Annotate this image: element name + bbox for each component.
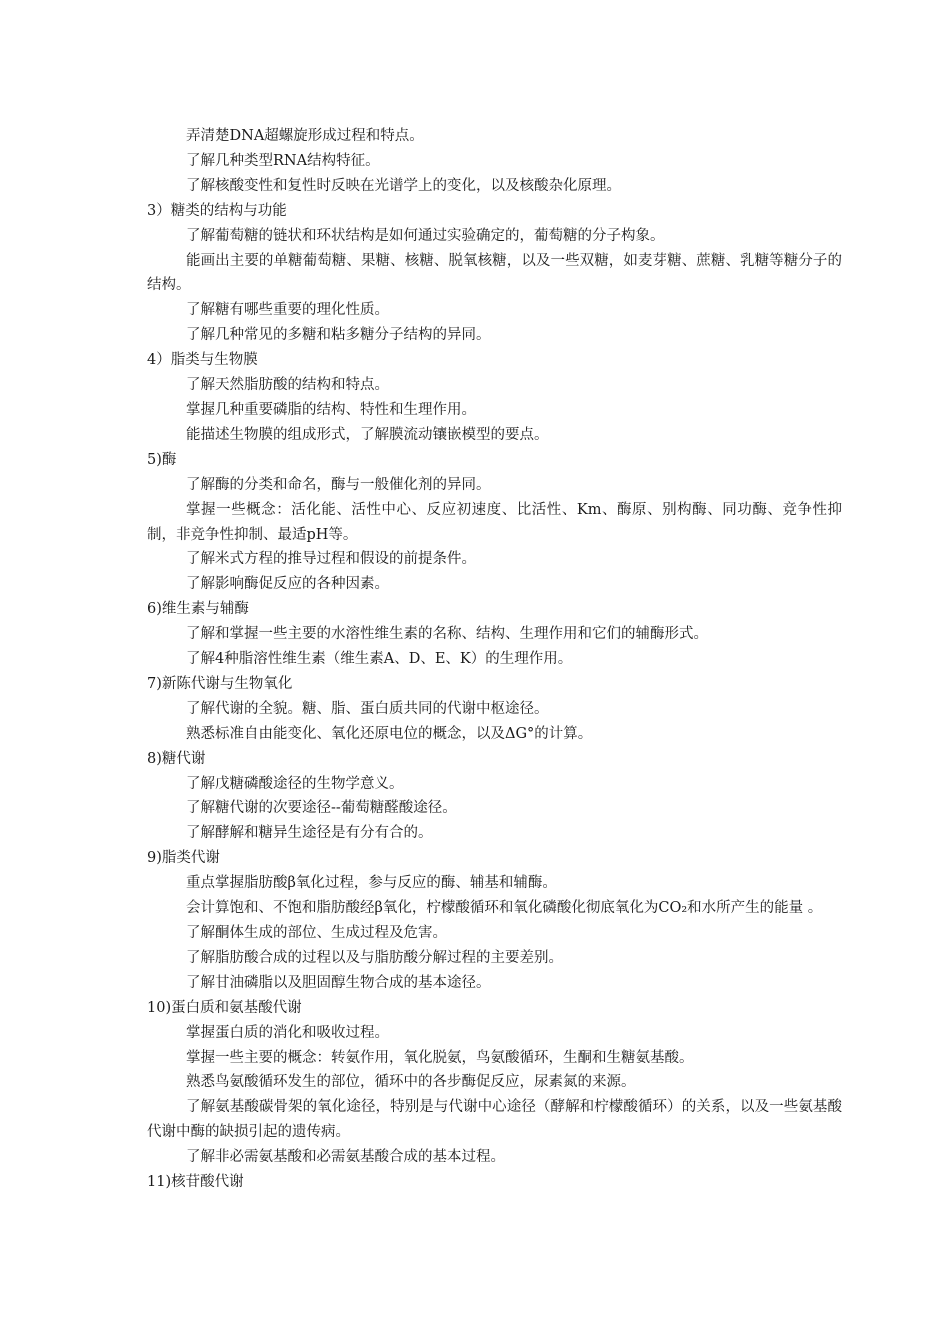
paragraph: 了解几种类型RNA结构特征。 [186, 152, 380, 169]
section-heading: 10)蛋白质和氨基酸代谢 [147, 999, 302, 1016]
section-heading: 4）脂类与生物膜 [147, 352, 258, 369]
paragraph: 了解几种常见的多糖和粘多糖分子结构的异同。 [186, 327, 491, 344]
section-heading: 9)脂类代谢 [147, 850, 220, 867]
paragraph: 了解氨基酸碳骨架的氧化途径，特别是与代谢中心途径（酵解和柠檬酸循环）的关系，以及一些氨基酸代谢中酶的缺损引起的遗传病。 [147, 1099, 842, 1141]
paragraph: 会计算饱和、不饱和脂肪酸经β氧化，柠檬酸循环和氧化磷酸化彻底氧化为CO₂和水所产生的能量 。 [186, 900, 823, 917]
paragraph: 了解酮体生成的部位、生成过程及危害。 [186, 925, 447, 941]
section-heading: 11)核苷酸代谢 [147, 1174, 244, 1191]
paragraph: 了解酵解和糖异生途径是有分有合的。 [186, 825, 433, 842]
document-body [147, 124, 842, 1195]
section-heading: 6)维生素与辅酶 [147, 601, 249, 618]
paragraph: 能画出主要的单糖葡萄糖、果糖、核糖、脱氧核糖，以及一些双糖，如麦芽糖、蔗糖、乳糖等糖分子的结构。 [147, 252, 842, 294]
section-heading: 7)新陈代谢与生物氧化 [147, 675, 293, 692]
paragraph: 了解天然脂肪酸的结构和特点。 [186, 377, 389, 394]
section-heading: 5)酶 [147, 451, 177, 468]
paragraph: 了解代谢的全貌。糖、脂、蛋白质共同的代谢中枢途径。 [186, 700, 549, 717]
paragraph: 能描述生物膜的组成形式，了解膜流动镶嵌模型的要点。 [186, 426, 549, 443]
paragraph: 了解和掌握一些主要的水溶性维生素的名称、结构、生理作用和它们的辅酶形式。 [186, 626, 708, 643]
paragraph: 重点掌握脂肪酸β氧化过程，参与反应的酶、辅基和辅酶。 [186, 875, 557, 892]
paragraph: 了解糖代谢的次要途径--葡萄糖醛酸途径。 [186, 800, 457, 817]
paragraph: 了解影响酶促反应的各种因素。 [186, 576, 389, 593]
section-heading: 8)糖代谢 [147, 750, 206, 767]
paragraph: 了解酶的分类和命名，酶与一般催化剂的异同。 [186, 476, 491, 493]
paragraph: 了解脂肪酸合成的过程以及与脂肪酸分解过程的主要差别。 [186, 949, 563, 966]
paragraph: 弄清楚DNA超螺旋形成过程和特点。 [186, 128, 424, 144]
paragraph: 了解米式方程的推导过程和假设的前提条件。 [186, 551, 476, 568]
section-heading: 3）糖类的结构与功能 [147, 202, 287, 219]
paragraph: 了解葡萄糖的链状和环状结构是如何通过实验确定的，葡萄糖的分子构象。 [186, 227, 665, 244]
paragraph: 掌握几种重要磷脂的结构、特性和生理作用。 [186, 401, 476, 418]
paragraph: 了解核酸变性和复性时反映在光谱学上的变化，以及核酸杂化原理。 [186, 177, 621, 194]
paragraph: 了解戊糖磷酸途径的生物学意义。 [186, 775, 404, 792]
paragraph: 了解4种脂溶性维生素（维生素A、D、E、K）的生理作用。 [186, 651, 573, 668]
paragraph: 熟悉标准自由能变化、氧化还原电位的概念，以及ΔG°的计算。 [186, 725, 593, 742]
paragraph: 掌握一些概念：活化能、活性中心、反应初速度、比活性、Km、酶原、别构酶、同功酶、竞争性抑制，非竞争性抑制、最适pH等。 [147, 501, 842, 543]
paragraph: 了解非必需氨基酸和必需氨基酸合成的基本过程。 [186, 1149, 505, 1166]
paragraph: 熟悉鸟氨酸循环发生的部位，循环中的各步酶促反应，尿素氮的来源。 [186, 1074, 636, 1091]
paragraph: 了解甘油磷脂以及胆固醇生物合成的基本途径。 [186, 974, 491, 991]
paragraph: 了解糖有哪些重要的理化性质。 [186, 302, 389, 319]
paragraph: 掌握一些主要的概念：转氨作用，氧化脱氨，鸟氨酸循环，生酮和生糖氨基酸。 [186, 1049, 694, 1066]
paragraph: 掌握蛋白质的消化和吸收过程。 [186, 1024, 389, 1041]
